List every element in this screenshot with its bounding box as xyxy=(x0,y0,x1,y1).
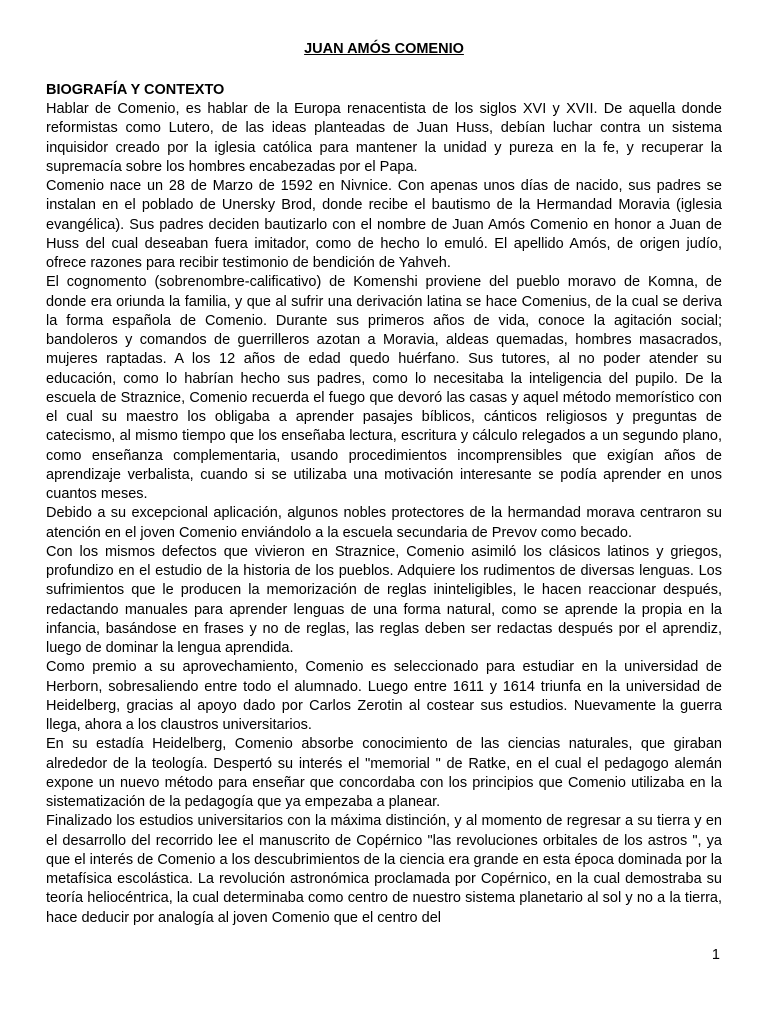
paragraph: Finalizado los estudios universitarios con la máxima distinción, y al momento de regresar a su tierra y en el desarrollo del recorrido lee el manuscrito de Copérnico "las revoluciones orbitales de los astros ", ya que el interés de Comenio a los descubrimientos de la ciencia era grande en esta época dominada por la metafísica escolástica. La revolución astronómica proclamada por Copérnico, en la cual demostraba su teoría heliocéntrica, la cual determinaba como centro de nuestro sistema planetario al sol y no a la tierra, hace deducir por analogía al joven Comenio que el centro del xyxy=(46,813,722,926)
paragraph: En su estadía Heidelberg, Comenio absorbe conocimiento de las ciencias naturales, que giraban alrededor de la teología. Despertó su interés el "memorial " de Ratke, en el cual el pedagogo alemán expone un nuevo método para enseñar que concordaba con los principios que Comenio utilizaba en la sistematización de la pedagogía que ya empezaba a planear. xyxy=(46,736,722,810)
paragraph: Debido a su excepcional aplicación, algunos nobles protectores de la hermandad morava centraron su atención en el joven Comenio enviándolo a la escuela secundaria de Prevov como becado. xyxy=(46,505,722,541)
paragraph: Con los mismos defectos que vivieron en Straznice, Comenio asimiló los clásicos latinos y griegos, profundizo en el estudio de la historia de los pueblos. Adquiere los rudimentos de diversas lenguas. Los sufrimientos que le producen la memorización de reglas ininteligibles, le hacen reaccionar después, redactando manuales para aprender lenguas de una forma natural, como se aprende la propia en la infancia, basándose en frases y no de reglas, las reglas deben ser redactas después por el aprendiz, luego de dominar la lengua aprendida. xyxy=(46,543,722,656)
document-page xyxy=(46,40,722,928)
paragraph: Hablar de Comenio, es hablar de la Europa renacentista de los siglos XVI y XVII. De aquella donde reformistas como Lutero, de las ideas planteadas de Juan Huss, debían luchar contra un sistema inquisidor creado por la iglesia católica para mantener la unidad y pureza en la fe, y recuperar la supremacía sobre los hombres encabezadas por el Papa. xyxy=(46,101,722,175)
paragraph: Como premio a su aprovechamiento, Comenio es seleccionado para estudiar en la universidad de Herborn, sobresaliendo entre todo el alumnado. Luego entre 1611 y 1614 triunfa en la universidad de Heidelberg, gracias al apoyo dado por Carlos Zerotin al costear sus estudios. Nuevamente la guerra llega, ahora a los claustros universitarios. xyxy=(46,659,722,733)
document-title: JUAN AMÓS COMENIO xyxy=(304,41,464,57)
page-number: 1 xyxy=(711,947,720,963)
section-heading: BIOGRAFÍA Y CONTEXTO xyxy=(46,82,225,98)
paragraph: El cognomento (sobrenombre-calificativo) de Komenshi proviene del pueblo moravo de Komna, de donde era oriunda la familia, y que al sufrir una derivación latina se hace Comenius, de la cual se deriva la forma española de Comenio. Durante sus primeros años de vida, conoce la agitación social; bandoleros y comandos de guerrilleros azotan a Moravia, aldeas quemadas, hombres masacrados, mujeres raptadas. A los 12 años de edad quedo huérfano. Sus tutores, al no poder atender su educación, como lo habrían hecho sus padres, como lo necesitaba la inteligencia del pupilo. De la escuela de Straznice, Comenio recuerda el fuego que devoró las casas y aquel método memorístico con el cual su maestro los obligaba a aprender pasajes bíblicos, cánticos religiosos y preguntas de catecismo, al mismo tiempo que los enseñaba lectura, escritura y cálculo relegados a un segundo plano, como enseñanza complementaria, usando procedimientos incomprensibles que exigían años de aprendizaje verbalista, cuando si se utilizaba una motivación interesante se podía aprender en unos cuantos meses. xyxy=(46,274,722,502)
paragraph: Comenio nace un 28 de Marzo de 1592 en Nivnice. Con apenas unos días de nacido, sus padres se instalan en el poblado de Unersky Brod, donde recibe el bautismo de la Hermandad Moravia (iglesia evangélica). Sus padres deciden bautizarlo con el nombre de Juan Amós Comenio en honor a Juan de Huss del cual deseaban fuera imitador, como de hecho lo emuló. El apellido Amós, de origen judío, ofrece razones para recibir testimonio de bendición de Yahveh. xyxy=(46,178,722,271)
